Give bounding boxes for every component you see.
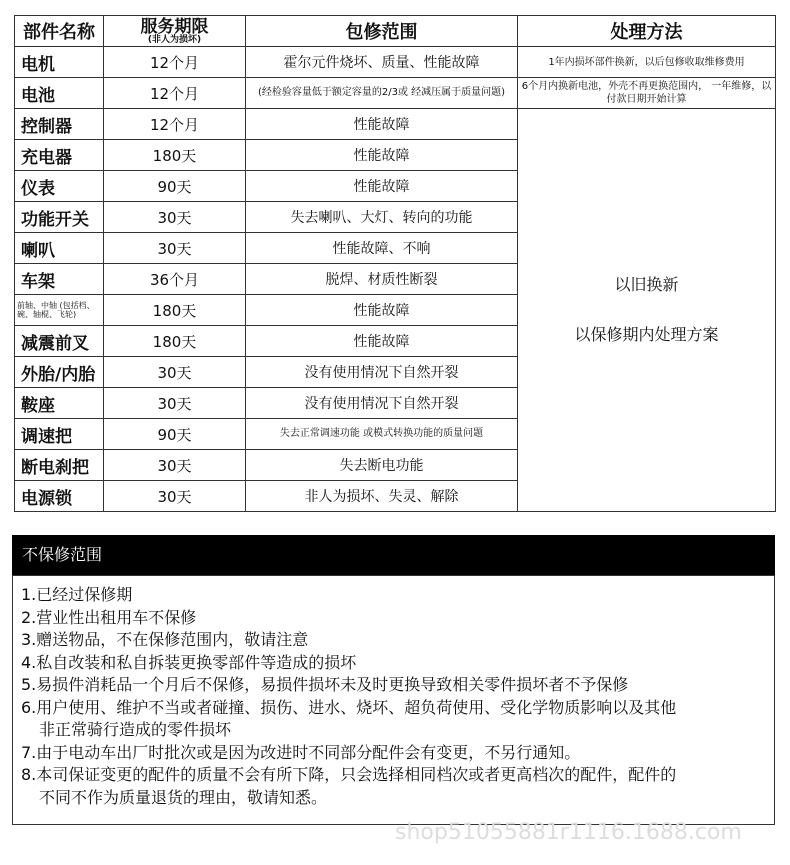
service-period: 180天: [104, 295, 246, 326]
exclusions-list: [12, 575, 775, 825]
header-period: 服务期限 (非人为损坏): [104, 16, 246, 47]
service-period: 30天: [104, 481, 246, 512]
warranty-scope: 霍尔元件烧坏、质量、性能故障: [246, 47, 518, 78]
part-name: 鞍座: [15, 388, 104, 419]
part-name: 断电刹把: [15, 450, 104, 481]
service-period: 180天: [104, 140, 246, 171]
part-name: 充电器: [15, 140, 104, 171]
warranty-scope: 性能故障: [246, 295, 518, 326]
service-period: 90天: [104, 171, 246, 202]
exclusion-item: 2.营业性出租用车不保修: [21, 607, 197, 627]
warranty-scope: 性能故障: [246, 326, 518, 357]
exclusion-item: 5.易损件消耗品一个月后不保修，易损件损坏未及时更换导致相关零件损坏者不予保修: [21, 675, 629, 694]
exclusion-item: 非正常骑行造成的零件损坏: [39, 720, 232, 739]
warranty-scope: 非人为损坏、失灵、解除: [246, 481, 518, 512]
part-name: 电机: [15, 47, 104, 78]
warranty-scope: (经检验容量低于额定容量的2/3或 经减压属于质量问题): [246, 78, 518, 109]
warranty-scope: 脱焊、材质性断裂: [246, 264, 518, 295]
warranty-scope: 性能故障: [246, 140, 518, 171]
service-period: 30天: [104, 450, 246, 481]
warranty-scope: 失去喇叭、大灯、转向的功能: [246, 202, 518, 233]
warranty-scope: 没有使用情况下自然开裂: [246, 388, 518, 419]
handling-method-merged: [518, 109, 776, 512]
part-name: 前轴、中轴 (包括档、碗、轴棍、飞轮): [15, 295, 104, 326]
service-period: 12个月: [104, 78, 246, 109]
service-period: 12个月: [104, 109, 246, 140]
exclusions-title: 不保修范围: [12, 535, 775, 575]
part-name: 仪表: [15, 171, 104, 202]
method-line: 以保修期内处理方案: [574, 325, 719, 344]
service-period: 30天: [104, 357, 246, 388]
method-line: 以旧换新: [614, 275, 679, 294]
service-period: 30天: [104, 388, 246, 419]
exclusion-item: 1.已经过保修期: [21, 585, 133, 604]
table-header: [15, 16, 776, 47]
header-part: 部件名称: [15, 16, 104, 47]
warranty-scope: 性能故障、不响: [246, 233, 518, 264]
service-period: 30天: [104, 202, 246, 233]
header-method: 处理方法: [518, 16, 776, 47]
exclusions-section: [12, 535, 775, 825]
warranty-scope: 性能故障: [246, 109, 518, 140]
warranty-scope: 失去正常调速功能 或模式转换功能的质量问题: [246, 419, 518, 450]
handling-method: 6个月内换新电池，外壳不再更换范围内， 一年维修，以付款日期开始计算: [518, 78, 776, 109]
warranty-scope: 没有使用情况下自然开裂: [246, 357, 518, 388]
warranty-table: [14, 15, 776, 512]
exclusion-item: 6.用户使用、维护不当或者碰撞、损伤、进水、烧坏、超负荷使用、受化学物质影响以及其他: [21, 697, 677, 717]
exclusion-item: 3.赠送物品，不在保修范围内，敬请注意: [21, 630, 309, 649]
part-name: 电池: [15, 78, 104, 109]
exclusion-item: 7.由于电动车出厂时批次或是因为改进时不同部分配件会有变更，不另行通知。: [21, 742, 581, 762]
warranty-scope: 性能故障: [246, 171, 518, 202]
exclusion-item: 不同不作为质量退货的理由，敬请知悉。: [39, 787, 328, 807]
header-scope: 包修范围: [246, 16, 518, 47]
service-period: 180天: [104, 326, 246, 357]
part-name: 外胎/内胎: [15, 357, 104, 388]
handling-method: 1年内损坏部件换新，以后包修收取维修费用: [518, 47, 776, 78]
warranty-scope: 失去断电功能: [246, 450, 518, 481]
part-name: 车架: [15, 264, 104, 295]
part-name: 控制器: [15, 109, 104, 140]
table-row: [15, 109, 776, 140]
part-name: 调速把: [15, 419, 104, 450]
service-period: 12个月: [104, 47, 246, 78]
part-name: 电源锁: [15, 481, 104, 512]
service-period: 30天: [104, 233, 246, 264]
service-period: 90天: [104, 419, 246, 450]
part-name: 功能开关: [15, 202, 104, 233]
table-row: [15, 78, 776, 109]
part-name: 喇叭: [15, 233, 104, 264]
exclusion-item: 4.私自改装和私自拆装更换零部件等造成的损坏: [21, 652, 357, 672]
table-row: [15, 47, 776, 78]
watermark: shop51055881r1116.1688.com: [395, 820, 742, 845]
part-name: 减震前叉: [15, 326, 104, 357]
exclusion-item: 8.本司保证变更的配件的质量不会有所下降，只会选择相同档次或者更高档次的配件，配件的: [21, 765, 677, 784]
service-period: 36个月: [104, 264, 246, 295]
